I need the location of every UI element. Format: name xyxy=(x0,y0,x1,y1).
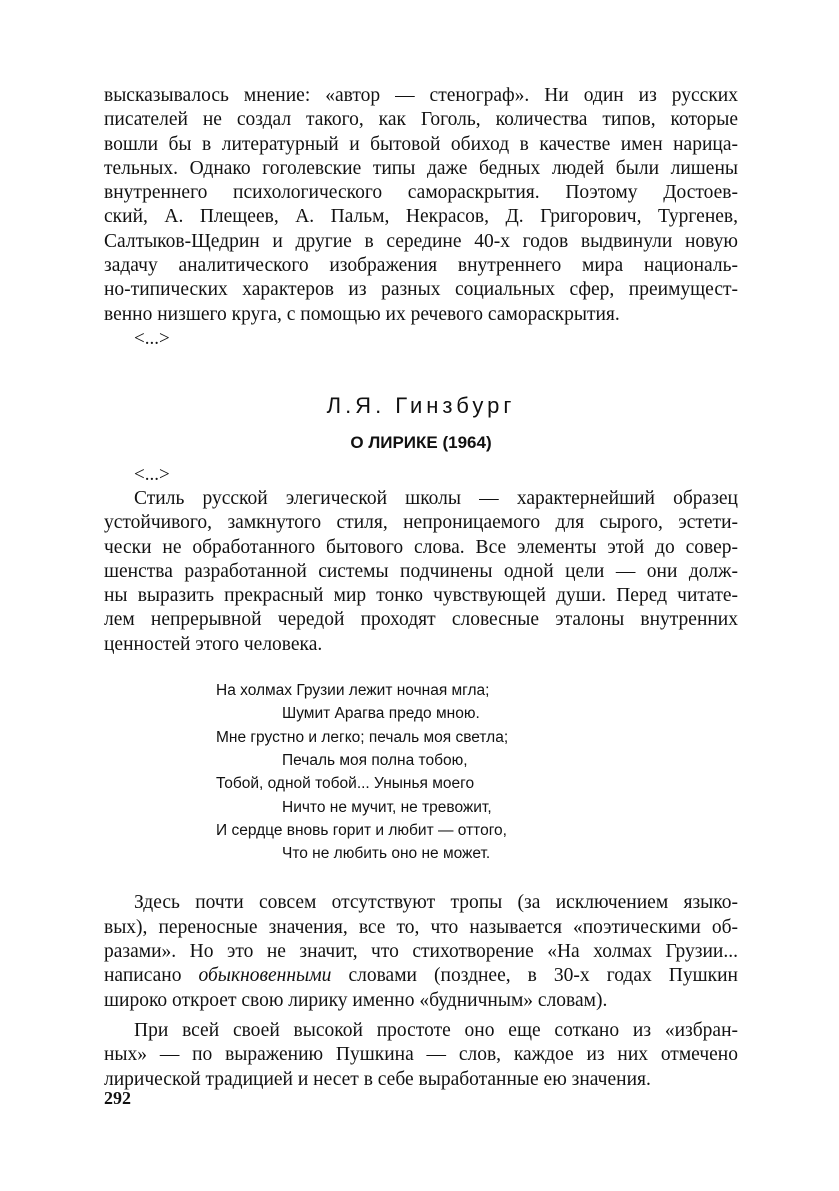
text-line: Здесь почти совсем отсутствуют тропы (за исключением языко- xyxy=(134,892,738,914)
text-line: лем непрерывной чередой проходят словесные эталоны внутренних xyxy=(104,609,738,631)
poem-line: Тобой, одной тобой... Унынья моего xyxy=(216,775,475,793)
omission-mark: <...> xyxy=(134,327,170,349)
text-line: устойчивого, замкнутого стиля, непроницаемого для сырого, эстети- xyxy=(104,512,738,534)
page-number: 292 xyxy=(104,1088,131,1108)
article-author: Л.Я. Гинзбург xyxy=(326,392,516,418)
paragraph-tropes xyxy=(104,891,738,1012)
text-line: задачу аналитического изображения внутреннего мира националь- xyxy=(104,255,738,277)
text-line: шенства разработанной системы подчинены одной цели — они долж- xyxy=(104,560,738,582)
text-line: Стиль русской элегической школы — характернейший образец xyxy=(134,487,738,509)
book-page xyxy=(104,84,738,1092)
text-run: написано xyxy=(104,965,199,987)
text-line: Салтыков-Щедрин и другие в середине 40-х годов выдвинули новую xyxy=(104,230,738,252)
poem-quote xyxy=(216,679,738,865)
text-line: чески не обработанного бытового слова. Все элементы этой до совер- xyxy=(104,536,738,558)
text-line: внутреннего психологического самораскрытия. Поэтому Достоев- xyxy=(104,182,738,204)
text-line: венно низшего круга, с помощью их речевого самораскрытия. xyxy=(104,303,620,325)
poem-line: Печаль моя полна тобою, xyxy=(282,751,468,769)
text-line: но-типических характеров из разных социальных сфер, преимущест- xyxy=(104,279,738,301)
text-line: вых), переносные значения, все то, что называется «поэтическими об- xyxy=(104,916,738,938)
poem-line: Шумит Арагва предо мною. xyxy=(282,705,480,723)
text-line: ский, А. Плещеев, А. Пальм, Некрасов, Д. Григорович, Тургенев, xyxy=(104,206,738,228)
paragraph-chosen-words xyxy=(104,1019,738,1092)
text-line: широко откроет свою лирику именно «будничным» словам). xyxy=(104,989,608,1011)
text-run: словами (позднее, в 30-х годах Пушкин xyxy=(331,965,738,987)
paragraph-intro xyxy=(104,84,738,351)
poem-line: Ничто не мучит, не тревожит, xyxy=(282,798,492,816)
poem-line: Мне грустно и легко; печаль моя светла; xyxy=(216,728,509,746)
text-line: лирической традицией и несет в себе выработанные ею значения. xyxy=(104,1068,651,1090)
text-line: ценностей этого человека. xyxy=(104,633,323,655)
paragraph-elegy xyxy=(104,487,738,657)
omission-mark: <...> xyxy=(134,463,170,485)
poem-line: Что не любить оно не может. xyxy=(282,845,491,863)
text-line: ны выразить прекрасный мир тонко чувствующей души. Перед читате- xyxy=(104,585,738,607)
poem-line: И сердце вновь горит и любит — оттого, xyxy=(216,821,507,839)
article-title: О ЛИРИКЕ (1964) xyxy=(350,432,492,452)
text-line: тельных. Однако гоголевские типы даже бедных людей были лишены xyxy=(104,157,738,179)
text-line: разами». Но это не значит, что стихотворение «На холмах Грузии... xyxy=(104,941,738,963)
text-line: При всей своей высокой простоте оно еще соткано из «избран- xyxy=(134,1019,738,1041)
poem-line: На холмах Грузии лежит ночная мгла; xyxy=(216,682,490,700)
text-line xyxy=(104,964,738,988)
emphasized-word: обыкновенными xyxy=(198,965,332,987)
text-line: ных» — по выражению Пушкина — слов, каждое из них отмечено xyxy=(104,1044,738,1066)
text-line: писателей не создал такого, как Гоголь, количества типов, которые xyxy=(104,109,738,131)
text-line: высказывалось мнение: «автор — стенограф». Ни один из русских xyxy=(104,85,738,106)
text-line: вошли бы в литературный и бытовой обиход в качестве имен нарица- xyxy=(104,133,738,155)
